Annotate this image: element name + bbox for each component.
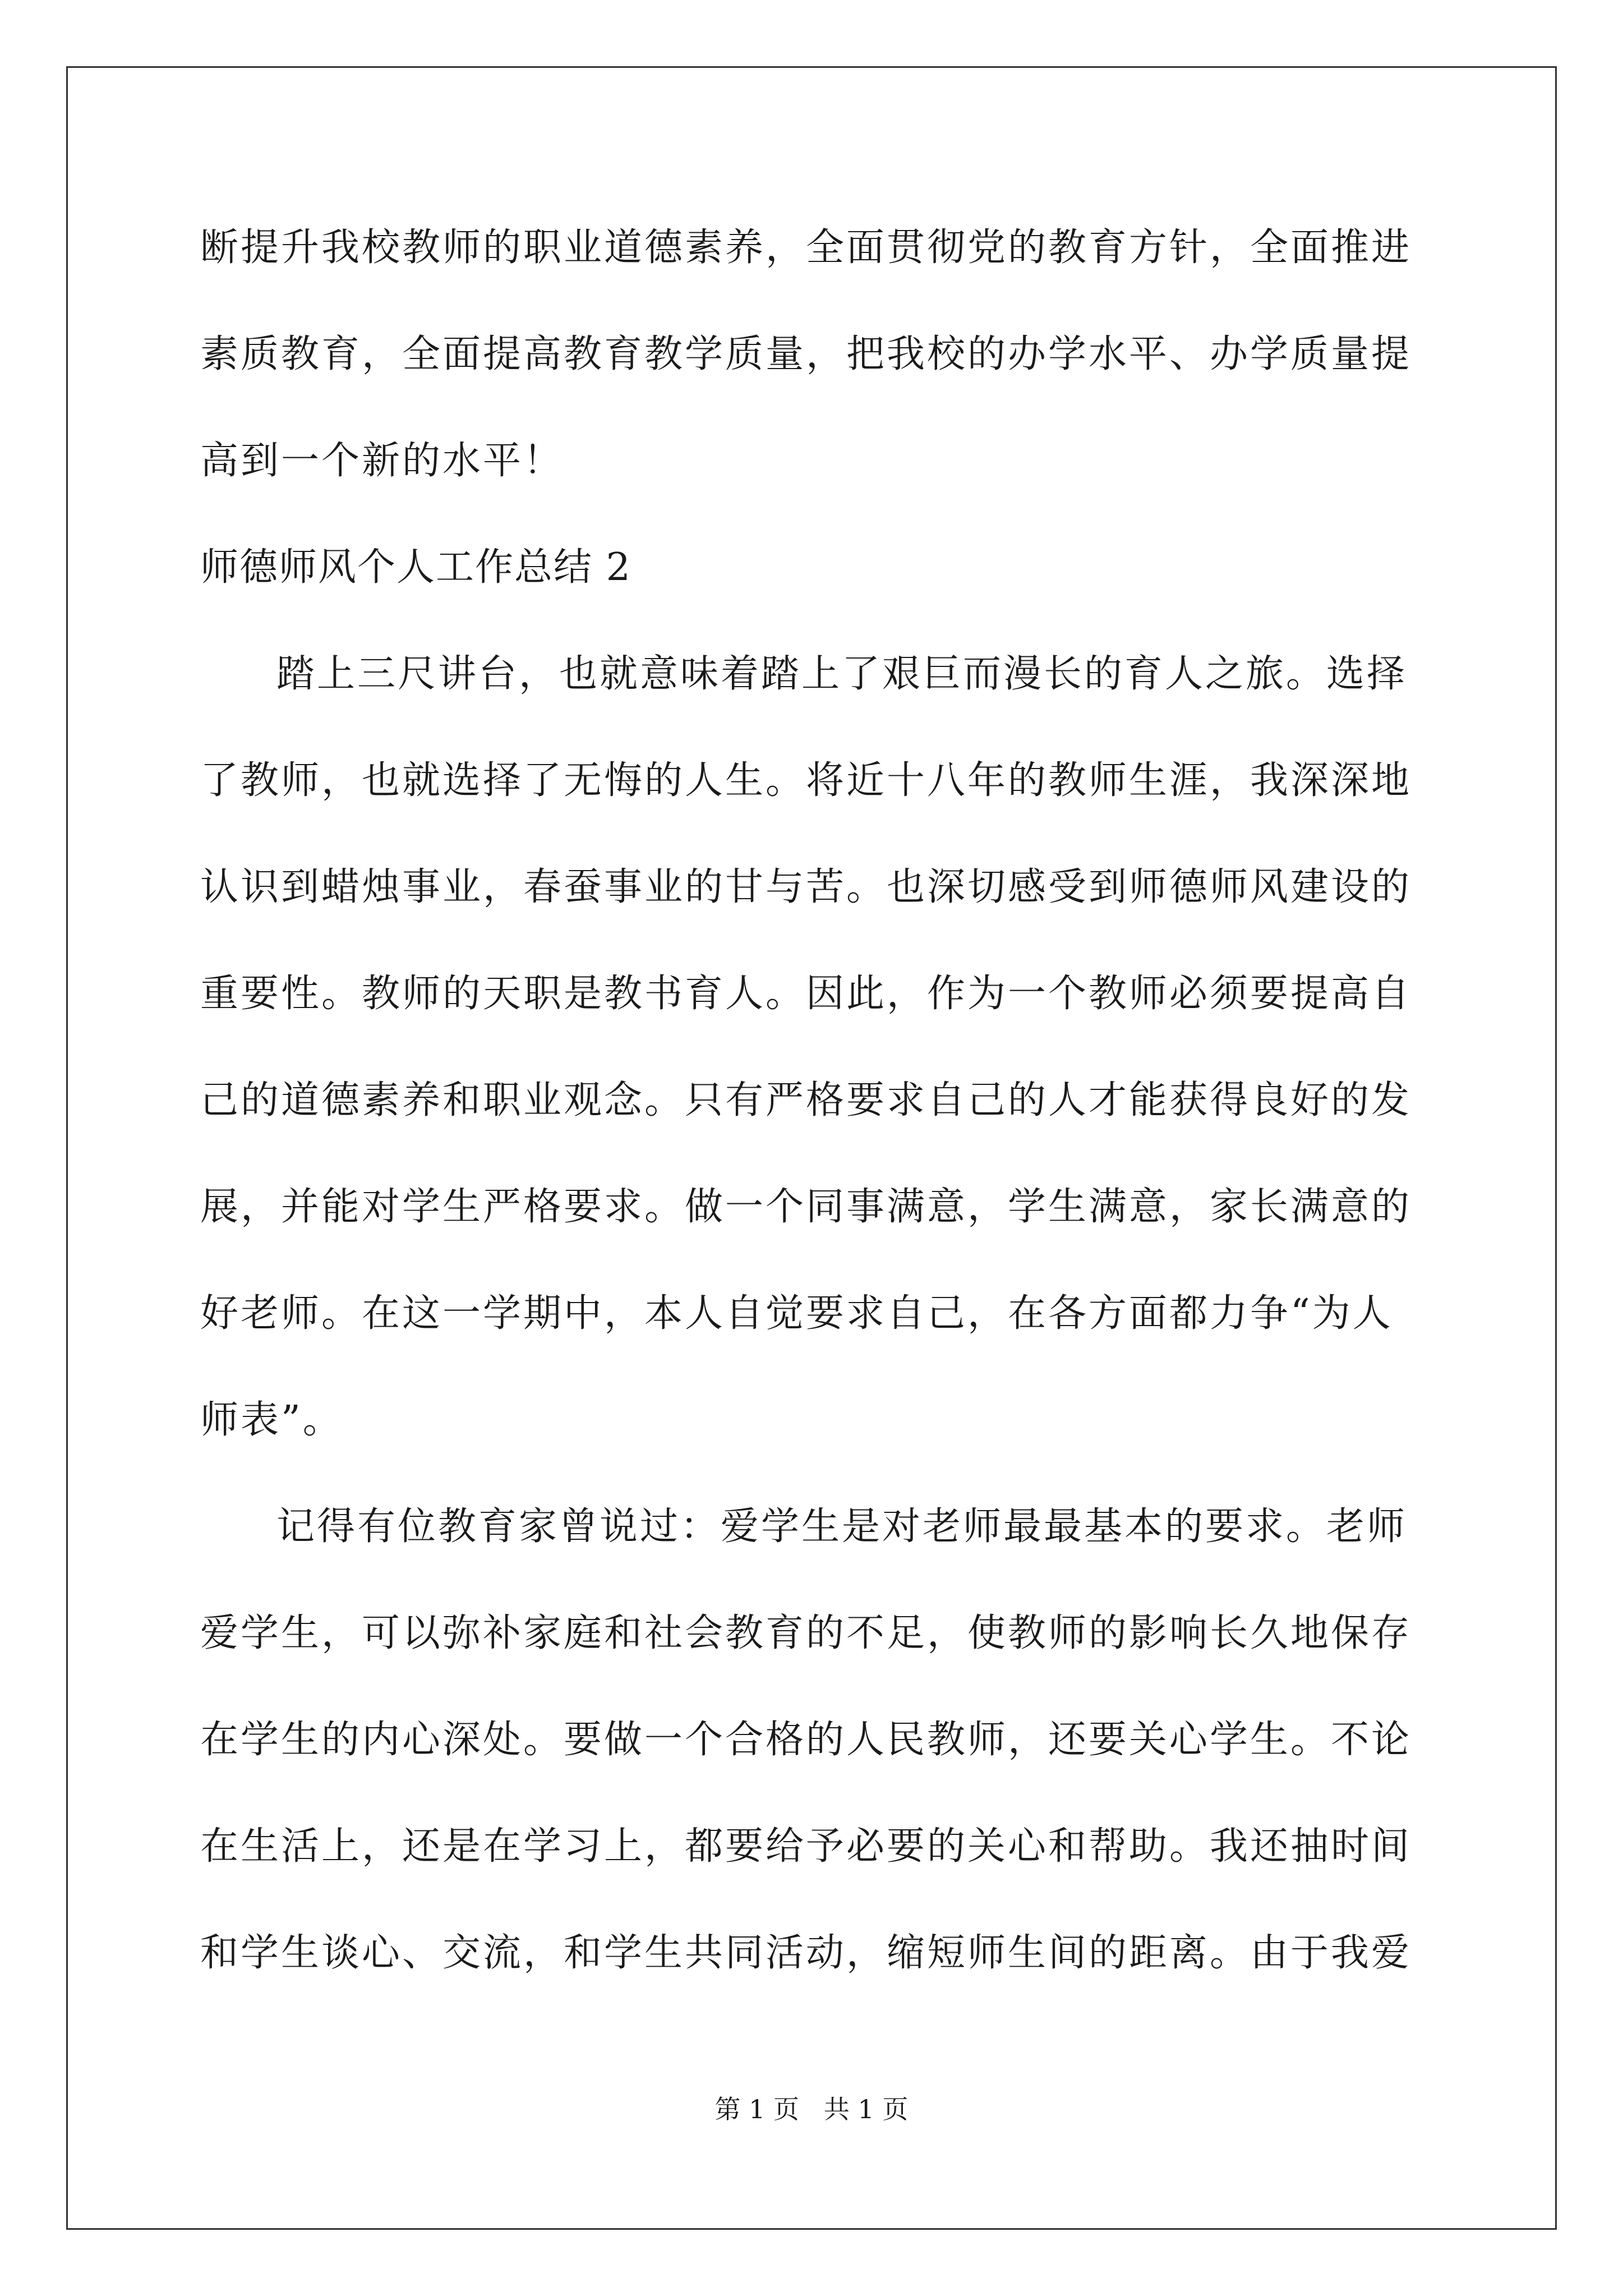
paragraph-line: 好老师。在这一学期中，本人自觉要求自己，在各方面都力争“为人 — [200, 1291, 1393, 1336]
section-heading: 师德师风个人工作总结 2 — [200, 545, 631, 590]
paragraph-line: 在学生的内心深处。要做一个合格的人民教师，还要关心学生。不论 — [200, 1718, 1412, 1762]
paragraph-line: 了教师，也就选择了无悔的人生。将近十八年的教师生涯，我深深地 — [200, 758, 1412, 803]
paragraph-line: 素质教育，全面提高教育教学质量，把我校的办学水平、办学质量提 — [200, 332, 1412, 376]
paragraph-line: 己的道德素养和职业观念。只有严格要求自己的人才能获得良好的发 — [200, 1078, 1412, 1122]
page-number-footer: 第 1 页 共 1 页 — [714, 2094, 909, 2124]
paragraph-line: 记得有位教育家曾说过：爱学生是对老师最最基本的要求。老师 — [276, 1504, 1408, 1549]
paragraph-line: 和学生谈心、交流，和学生共同活动，缩短师生间的距离。由于我爱 — [200, 1931, 1412, 1975]
paragraph-line: 爱学生，可以弥补家庭和社会教育的不足，使教师的影响长久地保存 — [200, 1611, 1412, 1655]
paragraph-line: 认识到蜡烛事业，春蚕事业的甘与苦。也深切感受到师德师风建设的 — [200, 865, 1412, 909]
paragraph-line: 踏上三尺讲台，也就意味着踏上了艰巨而漫长的育人之旅。选择 — [276, 652, 1408, 696]
paragraph-line: 重要性。教师的天职是教书育人。因此，作为一个教师必须要提高自 — [200, 972, 1412, 1016]
paragraph-line: 在生活上，还是在学习上，都要给予必要的关心和帮助。我还抽时间 — [200, 1824, 1412, 1869]
paragraph-line: 师表”。 — [200, 1398, 343, 1442]
paragraph-line: 高到一个新的水平！ — [200, 439, 564, 483]
paragraph-line: 展，并能对学生严格要求。做一个同事满意，学生满意，家长满意的 — [200, 1185, 1412, 1229]
page-border — [66, 66, 1557, 2230]
paragraph-line: 断提升我校教师的职业道德素养，全面贯彻党的教育方针，全面推进 — [200, 226, 1412, 270]
